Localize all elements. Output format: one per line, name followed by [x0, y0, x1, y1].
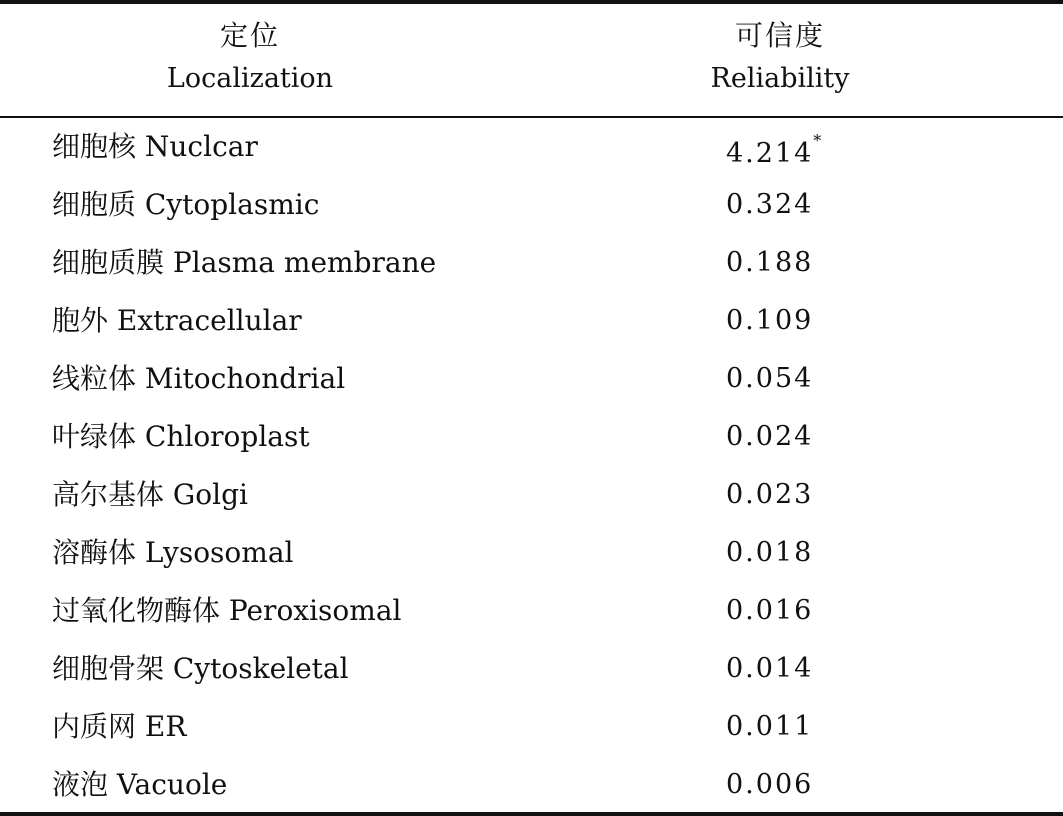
reliability-value: 0.024	[726, 421, 814, 452]
localization-cell: 溶酶体 Lysosomal	[52, 536, 294, 569]
localization-cell: 细胞质膜 Plasma membrane	[52, 246, 437, 279]
header-localization	[100, 14, 400, 100]
reliability-value: 0.016	[726, 595, 814, 626]
reliability-value: 0.324	[726, 189, 814, 220]
localization-cell: 线粒体 Mitochondrial	[52, 362, 346, 395]
table-row	[0, 350, 1063, 408]
table-row	[0, 524, 1063, 582]
header-reliability	[630, 14, 930, 100]
table-row	[0, 118, 1063, 176]
reliability-cell	[726, 590, 813, 632]
table-row	[0, 466, 1063, 524]
table-row	[0, 234, 1063, 292]
reliability-cell	[726, 126, 821, 175]
reliability-cell	[726, 532, 813, 574]
reliability-value: 0.023	[726, 479, 814, 510]
reliability-cell	[726, 300, 813, 342]
reliability-value: 0.006	[726, 769, 814, 800]
header-localization-en: Localization	[166, 63, 334, 94]
table-top-rule	[0, 0, 1063, 4]
reliability-cell	[726, 358, 813, 400]
localization-cell: 内质网 ER	[52, 710, 187, 743]
reliability-cell	[726, 184, 813, 226]
table-body	[0, 118, 1063, 814]
header-localization-zh: 定位	[219, 19, 280, 52]
header-reliability-zh: 可信度	[734, 19, 825, 52]
reliability-cell	[726, 416, 813, 458]
reliability-value: 4.214	[726, 138, 814, 169]
localization-cell: 液泡 Vacuole	[52, 768, 228, 801]
reliability-cell	[726, 648, 813, 690]
significance-mark: *	[813, 131, 822, 150]
table-row	[0, 640, 1063, 698]
table-row	[0, 408, 1063, 466]
localization-cell: 细胞骨架 Cytoskeletal	[52, 652, 349, 685]
reliability-cell	[726, 706, 813, 748]
reliability-value: 0.054	[726, 363, 814, 394]
reliability-cell	[726, 474, 813, 516]
reliability-value: 0.109	[726, 305, 814, 336]
reliability-value: 0.014	[726, 653, 814, 684]
reliability-cell	[726, 764, 813, 806]
reliability-cell	[726, 242, 813, 284]
localization-cell: 叶绿体 Chloroplast	[52, 420, 310, 453]
localization-cell: 高尔基体 Golgi	[52, 478, 248, 511]
reliability-value: 0.188	[726, 247, 814, 278]
header-reliability-en: Reliability	[710, 63, 850, 94]
table-row	[0, 698, 1063, 756]
table-row	[0, 292, 1063, 350]
table-row	[0, 176, 1063, 234]
table-row	[0, 756, 1063, 814]
reliability-value: 0.011	[726, 711, 814, 742]
localization-cell: 细胞核 Nuclcar	[52, 130, 258, 163]
reliability-value: 0.018	[726, 537, 814, 568]
localization-cell: 过氧化物酶体 Peroxisomal	[52, 594, 402, 627]
localization-cell: 细胞质 Cytoplasmic	[52, 188, 320, 221]
table-row	[0, 582, 1063, 640]
table-bottom-rule	[0, 812, 1063, 816]
localization-cell: 胞外 Extracellular	[52, 304, 302, 337]
